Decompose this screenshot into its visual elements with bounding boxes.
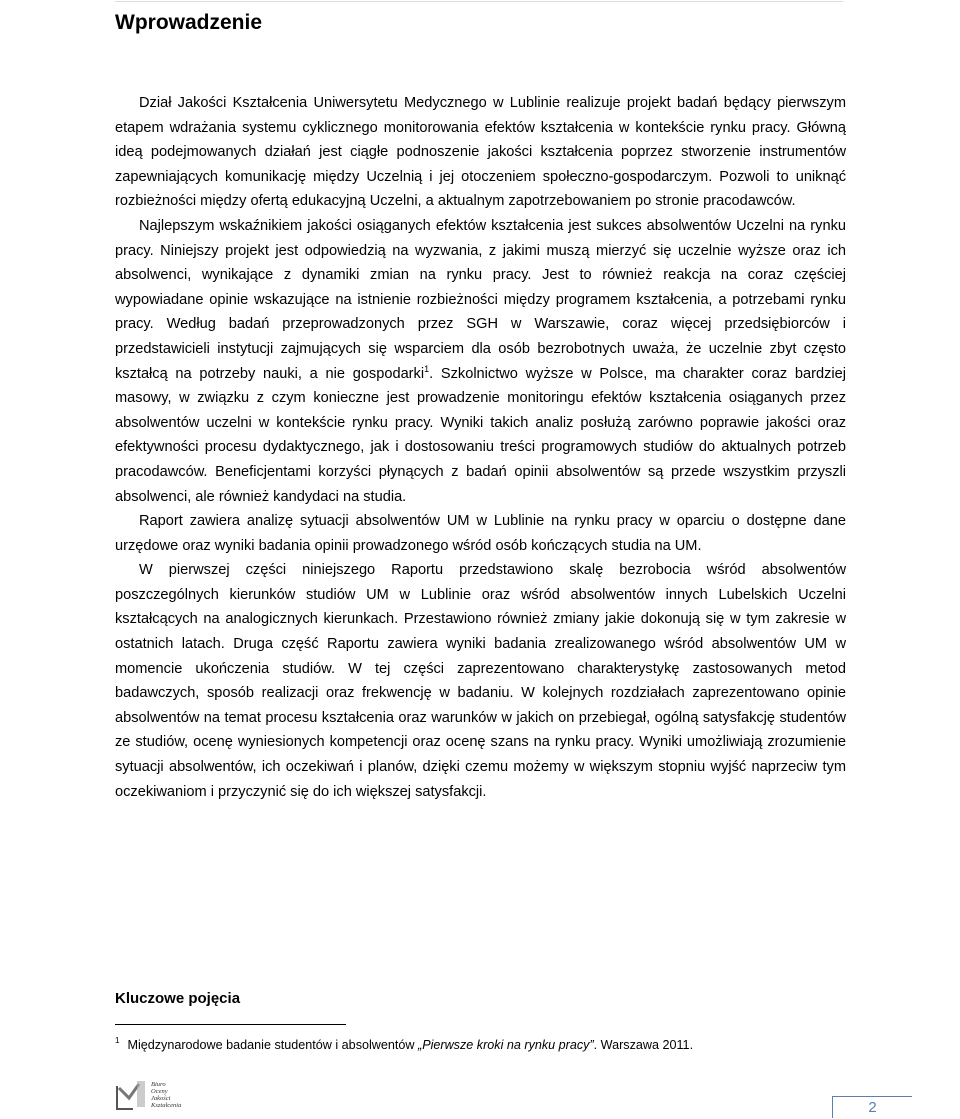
page-number: 2 (832, 1096, 912, 1118)
footnote-separator (115, 1024, 346, 1025)
header-rule (115, 1, 843, 2)
logo-icon (115, 1076, 211, 1110)
paragraph-3: Raport zawiera analizę sytuacji absolwentów UM w Lublinie na rynku pracy w oparciu o dostępne dane urzędowe oraz wyniki badania opinii prowadzonego wśród osób kończących studia na UM. (115, 513, 846, 554)
logo-text-line-2: Oceny (151, 1088, 168, 1095)
footnote-number: 1 (115, 1036, 120, 1045)
page-title: Wprowadzenie (115, 11, 263, 34)
footnote-title: „Pierwsze kroki na rynku pracy” (418, 1038, 594, 1052)
section-heading-key-concepts: Kluczowe pojęcia (115, 990, 241, 1007)
logo-text-line-3: Jakości (151, 1095, 171, 1102)
logo-text-line-4: Kształcenia (151, 1102, 182, 1109)
paragraph-4: W pierwszej części niniejszego Raportu przedstawiono skalę bezrobocia wśród absolwentów poszczególnych kierunków studiów UM w Lublinie oraz wśród absolwentów innych Lubelskich Uczelni kształcących na analogicznych kierunkach. Przestawiono również zmiany jakie dokonują się w tym zakresie w ostatnich latach. Druga część Raportu zawiera wyniki badania zrealizowanego wśród absolwentów UM w momencie ukończenia studiów. W tej części zaprezentowano charakterystykę zastosowanych metod badawczych, sposób realizacji oraz frekwencję w badaniu. W kolejnych rozdziałach zaprezentowano opinie absolwentów na temat procesu kształcenia oraz warunków w jakich on przebiegał, ogólną satysfakcję studentów ze studiów, ocenę wyniesionych kompetencji oraz ocenę szans na rynku pracy. Wyniki umożliwiają zrozumienie sytuacji absolwentów, ich oczekiwań i planów, dzięki czemu możemy w większym stopniu wyjść naprzeciw tym oczekiwaniom i przyczynić się do ich większej satysfakcji. (115, 562, 846, 800)
footnote-ref[interactable]: 1 (424, 363, 430, 374)
logo-text-line-1: Biuro (151, 1081, 166, 1088)
footnote: $^1$ Międzynarodowe badanie studentów i absolwentów „Pierwsze kroki na rynku pracy”. Warszawa 2011. (115, 1036, 694, 1052)
paragraph-1: Dział Jakości Kształcenia Uniwersytetu Medycznego w Lublinie realizuje projekt badań będący pierwszym etapem wdrażania systemu cyklicznego monitorowania efektów kształcenia w kontekście rynku pracy. Główną ideą podejmowanych działań jest ciągłe podnoszenie jakości kształcenia poprzez stworzenie instrumentów zapewniających komunikację między Uczelnią i jej otoczeniem społeczno-gospodarczym. Pozwoli to uniknąć rozbieżności między ofertą edukacyjną Uczelni, a aktualnym zapotrzebowaniem po stronie pracodawców. (115, 95, 846, 210)
paragraph-2: Najlepszym wskaźnikiem jakości osiąganych efektów kształcenia jest sukces absolwentów Uczelni na rynku pracy. Niniejszy projekt jest odpowiedzią na wyzwania, z jakimi muszą mierzyć się uczelnie wyższe oraz ich absolwenci, wynikające z dynamiki zmian na rynku pracy. Jest to również reakcja na coraz częściej wypowiadane opinie wskazujące na istnienie rozbieżności między programem kształcenia, a potrzebami rynku pracy. Według badań przeprowadzonych przez SGH w Warszawie, coraz więcej przedsiębiorców i przedstawicieli instytucji zajmujących się wsparciem dla osób bezrobotnych uważa, że uczelnie zbyt często kształcą na potrzeby nauki, a nie gospodarki$^1$. Szkolnictwo wyższe w Polsce, ma charakter coraz bardziej masowy, w związku z czym konieczne jest prowadzenie monitoringu efektów kształcenia osiąganych przez absolwentów uczelni w kontekście rynku pracy. Wyniki takich analiz posłużą zarówno poprawie jakości oraz efektywności procesu dydaktycznego, jak i dostosowaniu treści programowych studiów do aktualnych potrzeb pracodawców. Beneficjentami korzyści płynących z badań opinii absolwentów są przede wszystkim przyszli absolwenci, ale również kandydaci na studia. (115, 217, 846, 505)
body-text (115, 91, 846, 804)
